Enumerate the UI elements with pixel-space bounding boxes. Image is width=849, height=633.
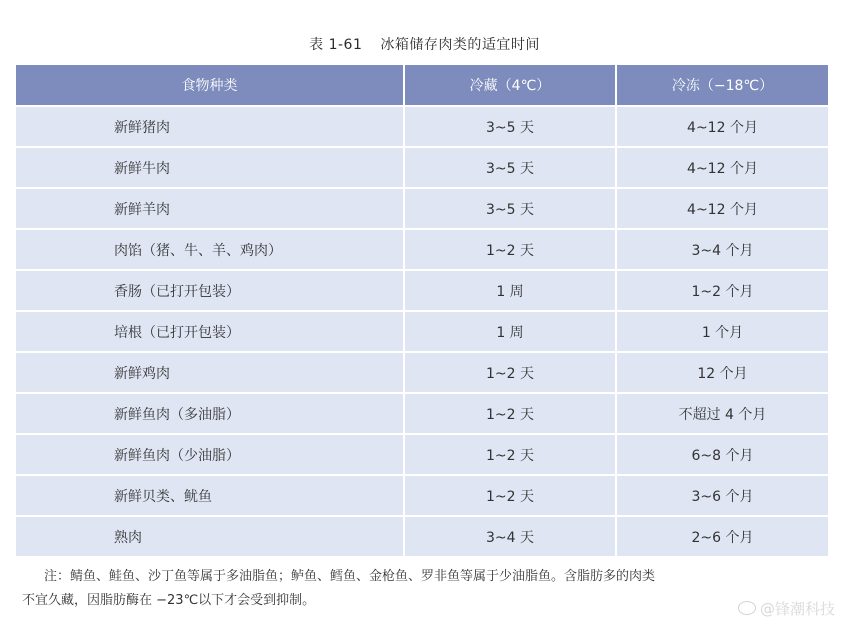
frozen-cell: 3~4 个月 bbox=[616, 229, 828, 270]
food-cell: 培根（已打开包装） bbox=[16, 311, 404, 352]
refrigerated-cell: 3~5 天 bbox=[404, 188, 616, 229]
watermark bbox=[738, 598, 835, 619]
refrigerated-cell: 1~2 天 bbox=[404, 434, 616, 475]
frozen-cell: 4~12 个月 bbox=[616, 188, 828, 229]
food-cell: 新鲜鱼肉（少油脂） bbox=[16, 434, 404, 475]
frozen-cell: 不超过 4 个月 bbox=[616, 393, 828, 434]
table-row bbox=[16, 311, 828, 352]
frozen-cell: 2~6 个月 bbox=[616, 516, 828, 556]
table-row bbox=[16, 352, 828, 393]
table-row bbox=[16, 229, 828, 270]
food-cell: 新鲜猪肉 bbox=[16, 106, 404, 147]
food-cell: 肉馅（猪、牛、羊、鸡肉） bbox=[16, 229, 404, 270]
table-row bbox=[16, 434, 828, 475]
table-row bbox=[16, 147, 828, 188]
frozen-cell: 4~12 个月 bbox=[616, 106, 828, 147]
table-row bbox=[16, 270, 828, 311]
refrigerated-cell: 3~5 天 bbox=[404, 147, 616, 188]
refrigerated-cell: 1~2 天 bbox=[404, 352, 616, 393]
table-row bbox=[16, 188, 828, 229]
watermark-text: @锋潮科技 bbox=[759, 600, 835, 618]
table-caption bbox=[0, 34, 849, 54]
frozen-cell: 1~2 个月 bbox=[616, 270, 828, 311]
refrigerated-cell: 3~4 天 bbox=[404, 516, 616, 556]
frozen-cell: 3~6 个月 bbox=[616, 475, 828, 516]
frozen-cell: 6~8 个月 bbox=[616, 434, 828, 475]
header-frozen: 冷冻（−18℃） bbox=[616, 65, 828, 106]
frozen-cell: 1 个月 bbox=[616, 311, 828, 352]
table-row bbox=[16, 516, 828, 556]
food-cell: 新鲜贝类、鱿鱼 bbox=[16, 475, 404, 516]
food-cell: 熟肉 bbox=[16, 516, 404, 556]
refrigerated-cell: 1~2 天 bbox=[404, 229, 616, 270]
food-cell: 新鲜鱼肉（多油脂） bbox=[16, 393, 404, 434]
food-cell: 新鲜牛肉 bbox=[16, 147, 404, 188]
food-cell: 新鲜羊肉 bbox=[16, 188, 404, 229]
food-cell: 香肠（已打开包装） bbox=[16, 270, 404, 311]
weibo-icon bbox=[738, 601, 756, 615]
refrigerated-cell: 1~2 天 bbox=[404, 475, 616, 516]
table-row bbox=[16, 393, 828, 434]
refrigerated-cell: 3~5 天 bbox=[404, 106, 616, 147]
footnote-line-2: 不宜久藏，因脂肪酶在 −23℃以下才会受到抑制。 bbox=[22, 593, 316, 608]
table-row bbox=[16, 106, 828, 147]
header-row bbox=[16, 65, 828, 106]
header-refrigerated: 冷藏（4℃） bbox=[404, 65, 616, 106]
frozen-cell: 4~12 个月 bbox=[616, 147, 828, 188]
header-food-type: 食物种类 bbox=[16, 65, 404, 106]
frozen-cell: 12 个月 bbox=[616, 352, 828, 393]
table-row bbox=[16, 475, 828, 516]
food-cell: 新鲜鸡肉 bbox=[16, 352, 404, 393]
table-footnote bbox=[22, 565, 832, 613]
refrigerated-cell: 1~2 天 bbox=[404, 393, 616, 434]
table-title: 冰箱储存肉类的适宜时间 bbox=[380, 37, 540, 53]
refrigerated-cell: 1 周 bbox=[404, 311, 616, 352]
footnote-line-1: 注：鲭鱼、鲑鱼、沙丁鱼等属于多油脂鱼；鲈鱼、鳕鱼、金枪鱼、罗非鱼等属于少油脂鱼。含脂肪多的肉类 bbox=[44, 569, 656, 584]
table-number: 表 1-61 bbox=[309, 37, 363, 53]
refrigerated-cell: 1 周 bbox=[404, 270, 616, 311]
table-header bbox=[16, 65, 828, 106]
storage-table bbox=[16, 65, 828, 556]
